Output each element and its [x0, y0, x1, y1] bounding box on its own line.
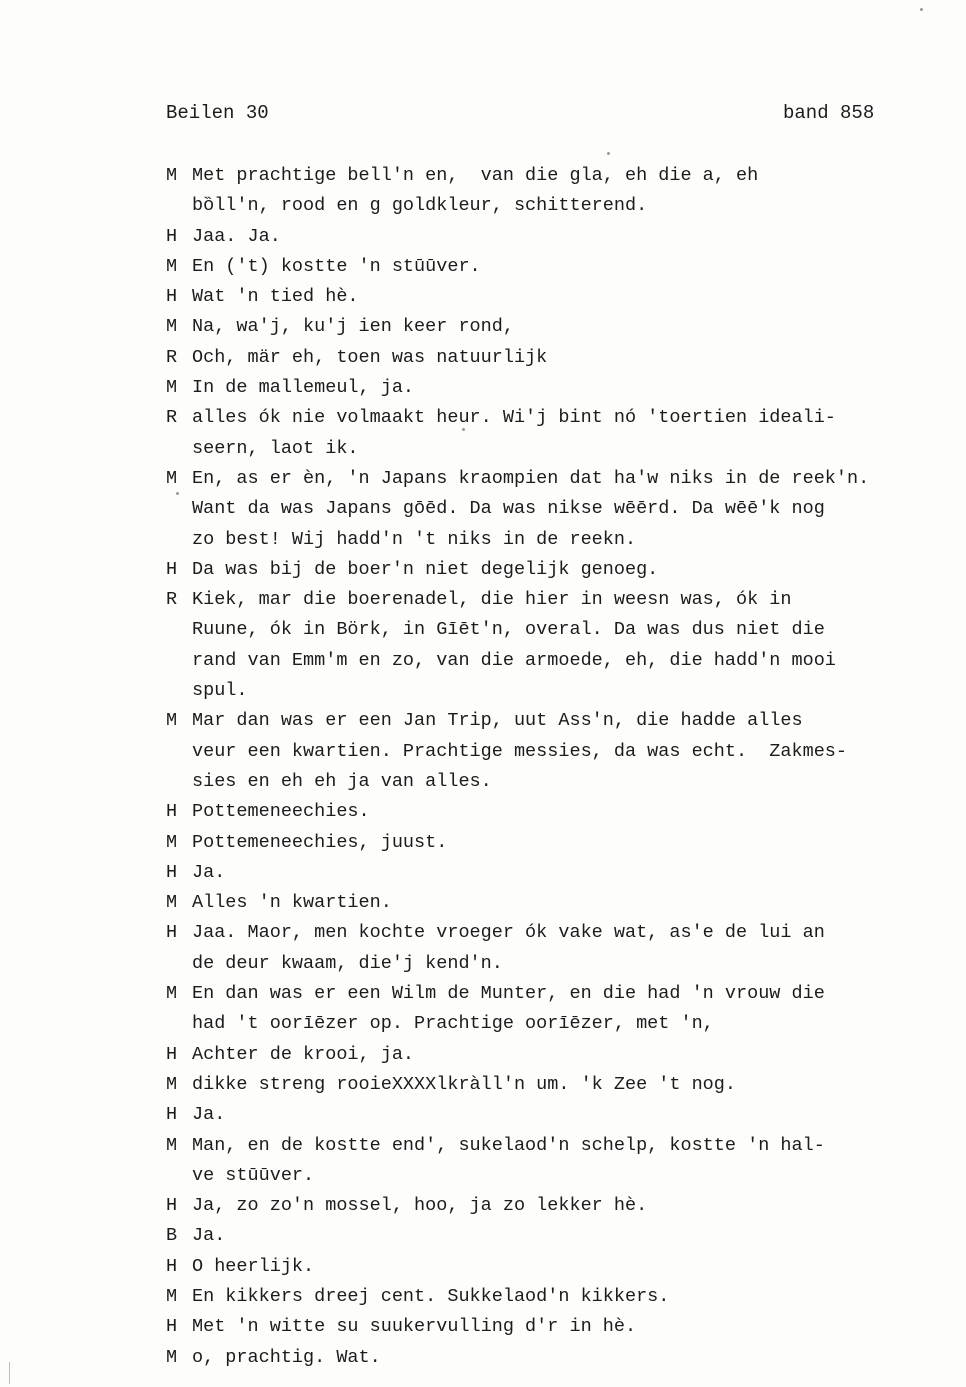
utterance-line: Kiek, mar die boerenadel, die hier in weesn was, ók in: [192, 589, 792, 611]
utterance: [192, 797, 956, 827]
utterance-line: Da was bij de boer'n niet degelijk genoeg.: [192, 558, 659, 580]
utterance: [192, 1312, 956, 1342]
utterance-line: Alles 'n kwartien.: [192, 892, 392, 914]
transcript-turn: [166, 1312, 956, 1342]
utterance-line: Ja, zo zo'n mossel, hoo, ja zo lekker hè.: [192, 1195, 648, 1217]
utterance-line: Pottemeneechies.: [192, 801, 370, 823]
utterance-line: Ja.: [192, 861, 226, 883]
utterance-line: alles ók nie volmaakt heur. Wi'j bint nó 'toertien ideali-: [192, 407, 836, 429]
utterance-line: O heerlijk.: [192, 1255, 315, 1277]
transcript-turn: [166, 585, 956, 706]
utterance-line: had 't oorīēzer op. Prachtige oorīēzer, met 'n,: [192, 1013, 714, 1035]
transcript-turn: [166, 312, 956, 342]
speaker-label: M: [166, 165, 178, 186]
utterance-line: Ruune, ók in Börk, in Gīēt'n, overal. Da was dus niet die: [192, 619, 825, 641]
speaker-label: R: [166, 346, 178, 368]
utterance: [192, 403, 956, 464]
transcript-turn: [166, 222, 956, 252]
utterance-line: Wat 'n tied hè.: [192, 286, 359, 308]
transcript-turn: [166, 161, 956, 222]
utterance-line: Want da was Japans gōēd. Da was nikse wēērd. Da wēē'k nog: [192, 498, 825, 520]
utterance: [192, 1282, 956, 1312]
utterance-line: In de mallemeul, ja.: [192, 377, 415, 399]
speaker-label: M: [166, 892, 178, 914]
transcript-turn: [166, 464, 956, 555]
speaker-label: B: [166, 1225, 178, 1247]
speaker-label: H: [166, 801, 178, 823]
transcript-turn: [166, 1221, 956, 1251]
utterance-line: Ja.: [192, 1104, 226, 1126]
transcript-turn: [166, 888, 956, 918]
utterance-line: sies en eh eh ja van alles.: [192, 770, 492, 792]
utterance: [192, 222, 956, 252]
utterance: [192, 312, 956, 342]
utterance: [192, 1040, 956, 1070]
scan-speck: [920, 8, 923, 11]
speaker-label: M: [166, 1134, 178, 1156]
transcript-turn: [166, 282, 956, 312]
utterance-line: dikke streng rooieXXXXlkràll'n um. 'k Zee 't nog.: [192, 1073, 736, 1095]
speaker-label: H: [166, 558, 178, 580]
utterance-line: En ('t) kostte 'n stūūver.: [192, 255, 481, 277]
transcript-body: [166, 161, 956, 1373]
utterance: [192, 252, 956, 282]
utterance-line: Mar dan was er een Jan Trip, uut Ass'n, die hadde alles: [192, 710, 803, 732]
utterance-line: Jaa. Ja.: [192, 225, 281, 247]
speaker-label: H: [166, 1316, 178, 1338]
utterance-line: seern, laot ik.: [192, 437, 359, 459]
speaker-label: M: [166, 983, 178, 1005]
transcript-turn: [166, 373, 956, 403]
speaker-label: H: [166, 1104, 178, 1126]
speaker-label: R: [166, 589, 178, 611]
transcript-turn: [166, 1131, 956, 1192]
transcript-turn: [166, 252, 956, 282]
utterance-line: o, prachtig. Wat.: [192, 1346, 381, 1368]
utterance-line: Ja.: [192, 1225, 226, 1247]
transcript-turn: [166, 555, 956, 585]
utterance: [192, 1131, 956, 1192]
scan-speck: [462, 428, 465, 431]
speaker-label: M: [166, 255, 178, 277]
speaker-label: H: [166, 286, 178, 308]
transcript-turn: [166, 858, 956, 888]
speaker-label: H: [166, 1195, 178, 1217]
transcript-turn: [166, 1070, 956, 1100]
transcript-turn: [166, 343, 956, 373]
utterance-line: Achter de krooi, ja.: [192, 1043, 415, 1065]
utterance: [192, 161, 956, 222]
utterance: [192, 343, 956, 373]
speaker-label: H: [166, 1043, 178, 1065]
utterance: [192, 555, 956, 585]
utterance: [192, 464, 956, 555]
utterance-line: En dan was er een Wilm de Munter, en die had 'n vrouw die: [192, 983, 825, 1005]
utterance: [192, 706, 956, 797]
speaker-label: H: [166, 1255, 178, 1277]
utterance: [192, 1343, 956, 1373]
transcript-turn: [166, 1191, 956, 1221]
utterance-line: Man, en de kostte end', sukelaod'n schelp, kostte 'n hal-: [192, 1134, 825, 1156]
utterance-line: Met prachtige bell'n en, van die gla, eh die a, eh: [192, 165, 759, 186]
utterance-line: zo best! Wij hadd'n 't niks in de reekn.: [192, 528, 637, 550]
transcript-turn: [166, 1040, 956, 1070]
speaker-label: M: [166, 831, 178, 853]
utterance: [192, 828, 956, 858]
utterance: [192, 585, 956, 706]
speaker-label: H: [166, 861, 178, 883]
transcript-turn: [166, 1282, 956, 1312]
speaker-label: M: [166, 1346, 178, 1368]
utterance: [192, 888, 956, 918]
transcript-turn: [166, 1343, 956, 1373]
utterance: [192, 979, 956, 1040]
speaker-label: M: [166, 377, 178, 399]
transcript-turn: [166, 979, 956, 1040]
speaker-label: M: [166, 467, 178, 489]
utterance-line: veur een kwartien. Prachtige messies, da was echt. Zakmes-: [192, 740, 848, 762]
transcript-turn: [166, 403, 956, 464]
utterance-line: bȍll'n, rood en g goldkleur, schitterend.: [192, 195, 648, 217]
transcript-turn: [166, 918, 956, 979]
utterance: [192, 282, 956, 312]
utterance: [192, 1252, 956, 1282]
utterance: [192, 918, 956, 979]
speaker-label: M: [166, 1073, 178, 1095]
header-location: Beilen 30: [166, 102, 269, 124]
transcript-turn: [166, 706, 956, 797]
speaker-label: R: [166, 407, 178, 429]
transcript-turn: [166, 797, 956, 827]
transcript-turn: [166, 828, 956, 858]
transcript-turn: [166, 1100, 956, 1130]
transcript-turn: [166, 1252, 956, 1282]
utterance: [192, 373, 956, 403]
speaker-label: M: [166, 1285, 178, 1307]
utterance: [192, 1070, 956, 1100]
utterance-line: ve stūūver.: [192, 1164, 315, 1186]
speaker-label: H: [166, 225, 178, 247]
utterance: [192, 1100, 956, 1130]
utterance-line: Jaa. Maor, men kochte vroeger ók vake wat, as'e de lui an: [192, 922, 825, 944]
header-tape-number: band 858: [783, 102, 875, 124]
utterance-line: Met 'n witte su suukervulling d'r in hè.: [192, 1316, 637, 1338]
speaker-label: M: [166, 710, 178, 732]
scan-speck: [176, 492, 179, 495]
utterance-line: Na, wa'j, ku'j ien keer rond,: [192, 316, 514, 338]
utterance: [192, 1221, 956, 1251]
utterance-line: Och, mär eh, toen was natuurlijk: [192, 346, 548, 368]
utterance-line: Pottemeneechies, juust.: [192, 831, 448, 853]
utterance-line: rand van Emm'm en zo, van die armoede, eh, die hadd'n mooi: [192, 649, 836, 671]
scan-edge-line: [9, 1362, 10, 1384]
speaker-label: H: [166, 922, 178, 944]
utterance: [192, 1191, 956, 1221]
utterance-line: spul.: [192, 680, 248, 702]
utterance-line: En, as er èn, 'n Japans kraompien dat ha'w niks in de reek'n.: [192, 467, 870, 489]
utterance-line: En kikkers dreej cent. Sukkelaod'n kikkers.: [192, 1285, 670, 1307]
scan-speck: [607, 152, 610, 155]
utterance: [192, 858, 956, 888]
utterance-line: de deur kwaam, die'j kend'n.: [192, 952, 503, 974]
speaker-label: M: [166, 316, 178, 338]
